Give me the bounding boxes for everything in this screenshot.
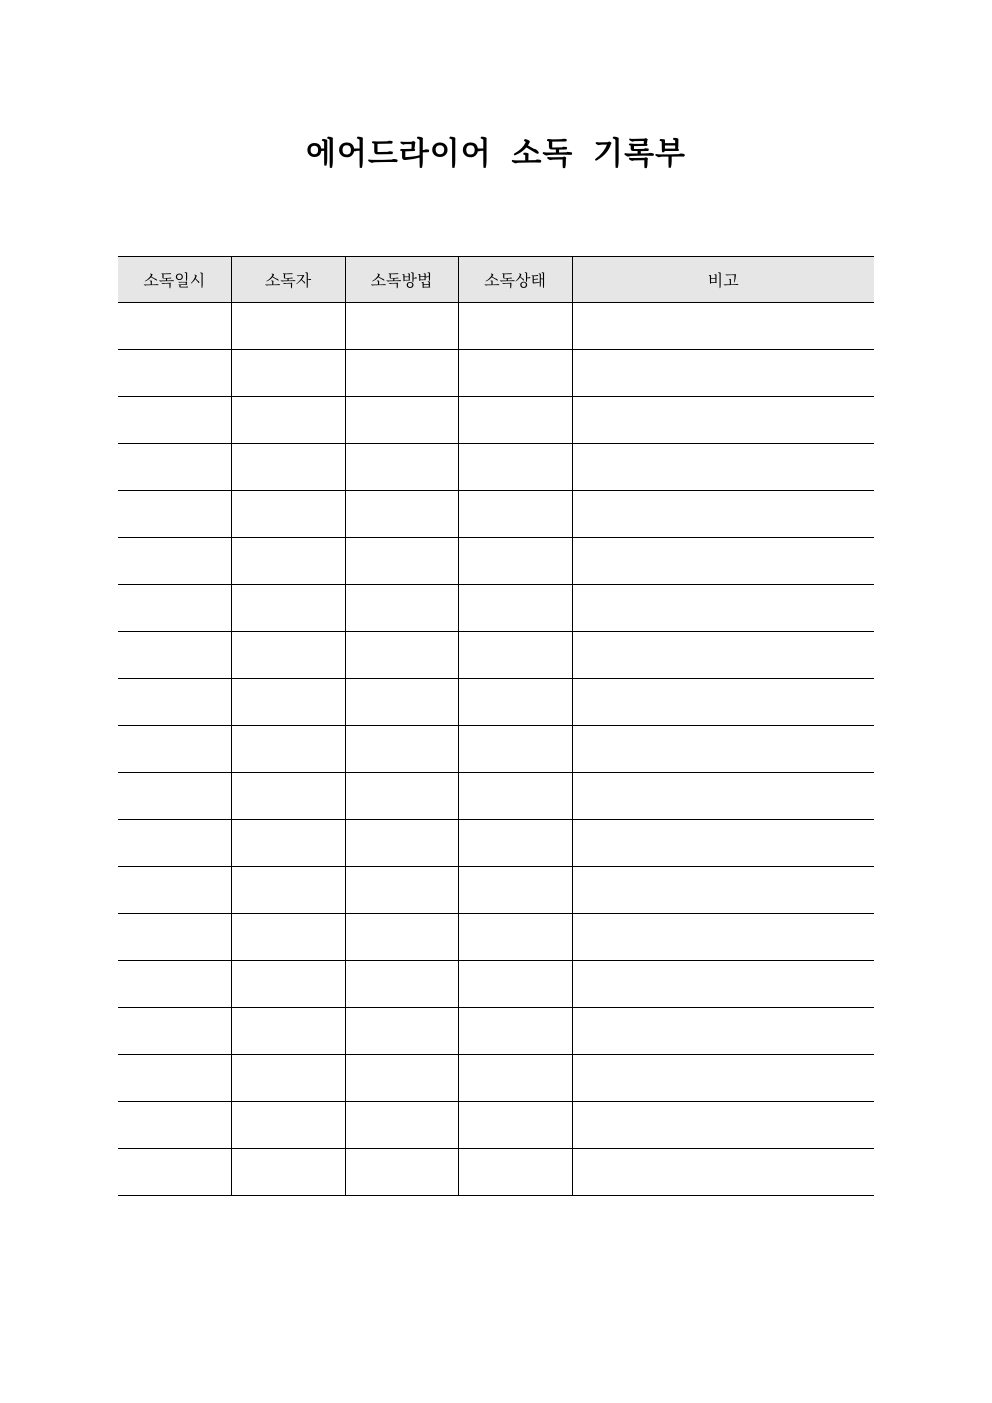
cell-disinfector[interactable]	[231, 773, 345, 820]
cell-disinfection-method[interactable]	[345, 491, 458, 538]
cell-disinfection-status[interactable]	[458, 961, 572, 1008]
cell-disinfection-datetime[interactable]	[118, 538, 231, 585]
table-row	[118, 397, 874, 444]
cell-disinfector[interactable]	[231, 585, 345, 632]
table-row	[118, 1008, 874, 1055]
cell-remarks[interactable]	[572, 726, 874, 773]
cell-disinfection-status[interactable]	[458, 1055, 572, 1102]
column-header-disinfection-method: 소독방법	[345, 257, 458, 303]
cell-disinfection-datetime[interactable]	[118, 867, 231, 914]
cell-disinfection-method[interactable]	[345, 914, 458, 961]
table-row	[118, 491, 874, 538]
table-row	[118, 585, 874, 632]
cell-remarks[interactable]	[572, 773, 874, 820]
cell-remarks[interactable]	[572, 820, 874, 867]
table-row	[118, 538, 874, 585]
cell-disinfection-status[interactable]	[458, 1102, 572, 1149]
cell-disinfection-datetime[interactable]	[118, 1008, 231, 1055]
cell-remarks[interactable]	[572, 679, 874, 726]
cell-disinfection-datetime[interactable]	[118, 1102, 231, 1149]
table-body	[118, 303, 874, 1196]
column-header-remarks: 비고	[572, 257, 874, 303]
cell-disinfection-method[interactable]	[345, 397, 458, 444]
cell-disinfector[interactable]	[231, 632, 345, 679]
cell-disinfection-method[interactable]	[345, 1055, 458, 1102]
table-row	[118, 303, 874, 350]
cell-disinfection-status[interactable]	[458, 1008, 572, 1055]
cell-disinfection-datetime[interactable]	[118, 914, 231, 961]
cell-disinfection-method[interactable]	[345, 1008, 458, 1055]
table-row	[118, 773, 874, 820]
cell-disinfection-method[interactable]	[345, 961, 458, 1008]
cell-disinfection-method[interactable]	[345, 867, 458, 914]
cell-disinfector[interactable]	[231, 820, 345, 867]
cell-disinfector[interactable]	[231, 538, 345, 585]
cell-disinfector[interactable]	[231, 1149, 345, 1196]
column-header-disinfection-status: 소독상태	[458, 257, 572, 303]
table-row	[118, 726, 874, 773]
cell-disinfection-method[interactable]	[345, 303, 458, 350]
cell-disinfection-datetime[interactable]	[118, 1149, 231, 1196]
cell-disinfection-method[interactable]	[345, 632, 458, 679]
cell-disinfector[interactable]	[231, 1008, 345, 1055]
table-row	[118, 1102, 874, 1149]
cell-disinfection-status[interactable]	[458, 491, 572, 538]
cell-disinfection-method[interactable]	[345, 444, 458, 491]
table-row	[118, 961, 874, 1008]
cell-disinfector[interactable]	[231, 961, 345, 1008]
cell-remarks[interactable]	[572, 867, 874, 914]
cell-disinfection-status[interactable]	[458, 726, 572, 773]
cell-disinfection-datetime[interactable]	[118, 1055, 231, 1102]
cell-disinfection-datetime[interactable]	[118, 679, 231, 726]
cell-remarks[interactable]	[572, 1149, 874, 1196]
cell-disinfection-datetime[interactable]	[118, 350, 231, 397]
table-row	[118, 444, 874, 491]
cell-disinfector[interactable]	[231, 397, 345, 444]
cell-remarks[interactable]	[572, 538, 874, 585]
cell-disinfection-status[interactable]	[458, 350, 572, 397]
cell-remarks[interactable]	[572, 397, 874, 444]
table-row	[118, 350, 874, 397]
cell-disinfection-status[interactable]	[458, 867, 572, 914]
table-row	[118, 679, 874, 726]
cell-remarks[interactable]	[572, 632, 874, 679]
cell-disinfector[interactable]	[231, 726, 345, 773]
cell-disinfection-datetime[interactable]	[118, 444, 231, 491]
cell-disinfection-status[interactable]	[458, 632, 572, 679]
cell-disinfection-status[interactable]	[458, 1149, 572, 1196]
cell-disinfection-datetime[interactable]	[118, 491, 231, 538]
cell-disinfection-datetime[interactable]	[118, 303, 231, 350]
cell-remarks[interactable]	[572, 1102, 874, 1149]
cell-remarks[interactable]	[572, 914, 874, 961]
cell-remarks[interactable]	[572, 1055, 874, 1102]
cell-disinfector[interactable]	[231, 350, 345, 397]
cell-disinfection-method[interactable]	[345, 773, 458, 820]
column-header-disinfection-datetime: 소독일시	[118, 257, 231, 303]
cell-disinfector[interactable]	[231, 491, 345, 538]
cell-disinfection-status[interactable]	[458, 585, 572, 632]
cell-disinfection-status[interactable]	[458, 914, 572, 961]
cell-disinfector[interactable]	[231, 444, 345, 491]
cell-disinfection-method[interactable]	[345, 1149, 458, 1196]
cell-disinfector[interactable]	[231, 914, 345, 961]
cell-disinfection-status[interactable]	[458, 538, 572, 585]
cell-remarks[interactable]	[572, 444, 874, 491]
table-row	[118, 867, 874, 914]
cell-disinfector[interactable]	[231, 303, 345, 350]
cell-disinfector[interactable]	[231, 679, 345, 726]
page-title: 에어드라이어 소독 기록부	[306, 136, 686, 172]
cell-disinfection-method[interactable]	[345, 538, 458, 585]
cell-remarks[interactable]	[572, 961, 874, 1008]
table-row	[118, 1149, 874, 1196]
table-row	[118, 632, 874, 679]
cell-disinfection-method[interactable]	[345, 585, 458, 632]
cell-disinfector[interactable]	[231, 1102, 345, 1149]
cell-remarks[interactable]	[572, 303, 874, 350]
cell-disinfection-datetime[interactable]	[118, 820, 231, 867]
cell-disinfection-method[interactable]	[345, 679, 458, 726]
cell-disinfection-method[interactable]	[345, 820, 458, 867]
cell-disinfection-datetime[interactable]	[118, 961, 231, 1008]
disinfection-log-table	[118, 256, 874, 1196]
cell-disinfection-method[interactable]	[345, 350, 458, 397]
cell-disinfection-datetime[interactable]	[118, 632, 231, 679]
cell-remarks[interactable]	[572, 491, 874, 538]
cell-disinfection-datetime[interactable]	[118, 773, 231, 820]
table-header-row	[118, 257, 874, 303]
cell-disinfector[interactable]	[231, 867, 345, 914]
column-header-disinfector: 소독자	[231, 257, 345, 303]
cell-disinfection-datetime[interactable]	[118, 585, 231, 632]
cell-disinfection-datetime[interactable]	[118, 726, 231, 773]
cell-disinfection-status[interactable]	[458, 820, 572, 867]
cell-remarks[interactable]	[572, 1008, 874, 1055]
table-row	[118, 1055, 874, 1102]
cell-remarks[interactable]	[572, 350, 874, 397]
table-row	[118, 914, 874, 961]
cell-disinfection-status[interactable]	[458, 303, 572, 350]
cell-disinfection-method[interactable]	[345, 726, 458, 773]
cell-disinfection-status[interactable]	[458, 679, 572, 726]
cell-disinfection-status[interactable]	[458, 444, 572, 491]
cell-disinfection-method[interactable]	[345, 1102, 458, 1149]
cell-disinfector[interactable]	[231, 1055, 345, 1102]
cell-disinfection-status[interactable]	[458, 773, 572, 820]
cell-disinfection-datetime[interactable]	[118, 397, 231, 444]
cell-remarks[interactable]	[572, 585, 874, 632]
table-row	[118, 820, 874, 867]
cell-disinfection-status[interactable]	[458, 397, 572, 444]
